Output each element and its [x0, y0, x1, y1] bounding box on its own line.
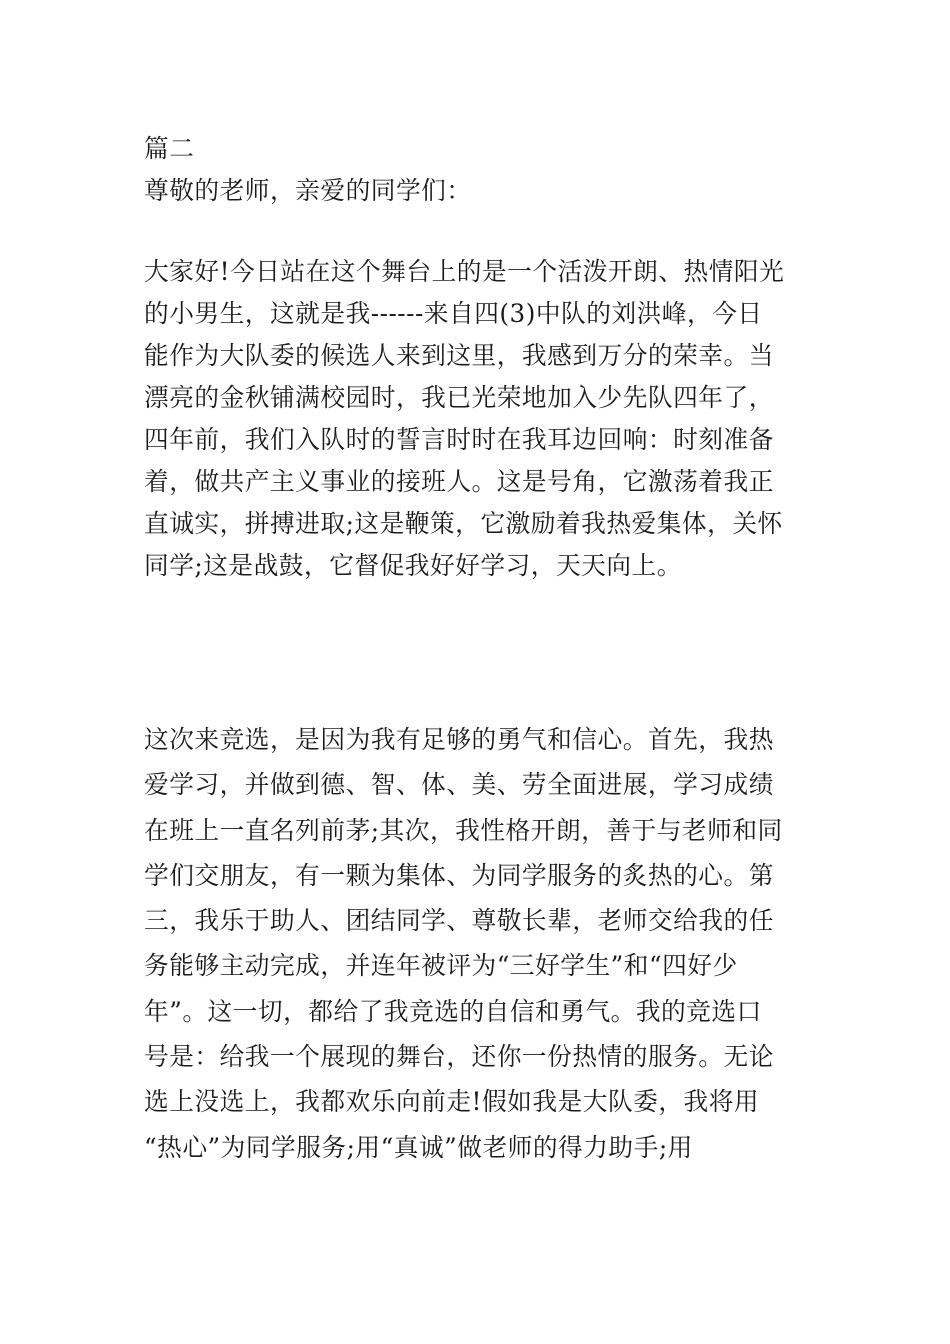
paragraph-line: 大家好!今日站在这个舞台上的是一个活泼开朗、热情阳光 — [144, 257, 785, 286]
paragraph-line: 这次来竞选，是因为我有足够的勇气和信心。首先，我热 — [144, 725, 774, 754]
section-heading: 篇二 — [144, 134, 195, 163]
paragraph-line: 直诚实，拼搏进取;这是鞭策，它激励着我热爱集体，关怀 — [144, 509, 783, 538]
paragraph-line: 的小男生，这就是我------来自四(3)中队的刘洪峰，今日 — [144, 299, 763, 328]
heading-block — [144, 128, 814, 212]
paragraph-line: 号是：给我一个展现的舞台，还你一份热情的服务。无论 — [144, 1042, 774, 1072]
paragraph-line: 同学;这是战鼓，它督促我好好学习，天天向上。 — [144, 551, 682, 580]
paragraph-line: 在班上一直名列前茅;其次，我性格开朗，善于与老师和同 — [144, 815, 783, 845]
paragraph-line: 选上没选上，我都欢乐向前走!假如我是大队委，我将用 — [144, 1087, 760, 1117]
paragraph-line: 能作为大队委的候选人来到这里，我感到万分的荣幸。当 — [144, 341, 774, 370]
paragraph-line: 爱学习，并做到德、智、体、美、劳全面进展，学习成绩 — [144, 770, 774, 800]
salutation: 尊敬的老师，亲爱的同学们： — [144, 176, 472, 205]
paragraph-line: “热心”为同学服务;用“真诚”做老师的得力助手;用 — [144, 1132, 693, 1162]
paragraph-line: 着，做共产主义事业的接班人。这是号角，它激荡着我正 — [144, 467, 774, 496]
paragraph-2 — [144, 717, 814, 1170]
paragraph-line: 年”。这一切，都给了我竞选的自信和勇气。我的竞选口 — [144, 996, 762, 1026]
paragraph-line: 漂亮的金秋铺满校园时，我已光荣地加入少先队四年了， — [144, 383, 774, 412]
paragraph-line: 三，我乐于助人、团结同学、尊敬长辈，老师交给我的任 — [144, 906, 774, 936]
paragraph-line: 学们交朋友，有一颗为集体、为同学服务的炙热的心。第 — [144, 860, 774, 890]
paragraph-line: 务能够主动完成，并连年被评为“三好学生”和“四好少 — [144, 951, 738, 981]
paragraph-1 — [144, 251, 814, 587]
paragraph-line: 四年前，我们入队时的誓言时时在我耳边回响：时刻准备 — [144, 425, 774, 454]
